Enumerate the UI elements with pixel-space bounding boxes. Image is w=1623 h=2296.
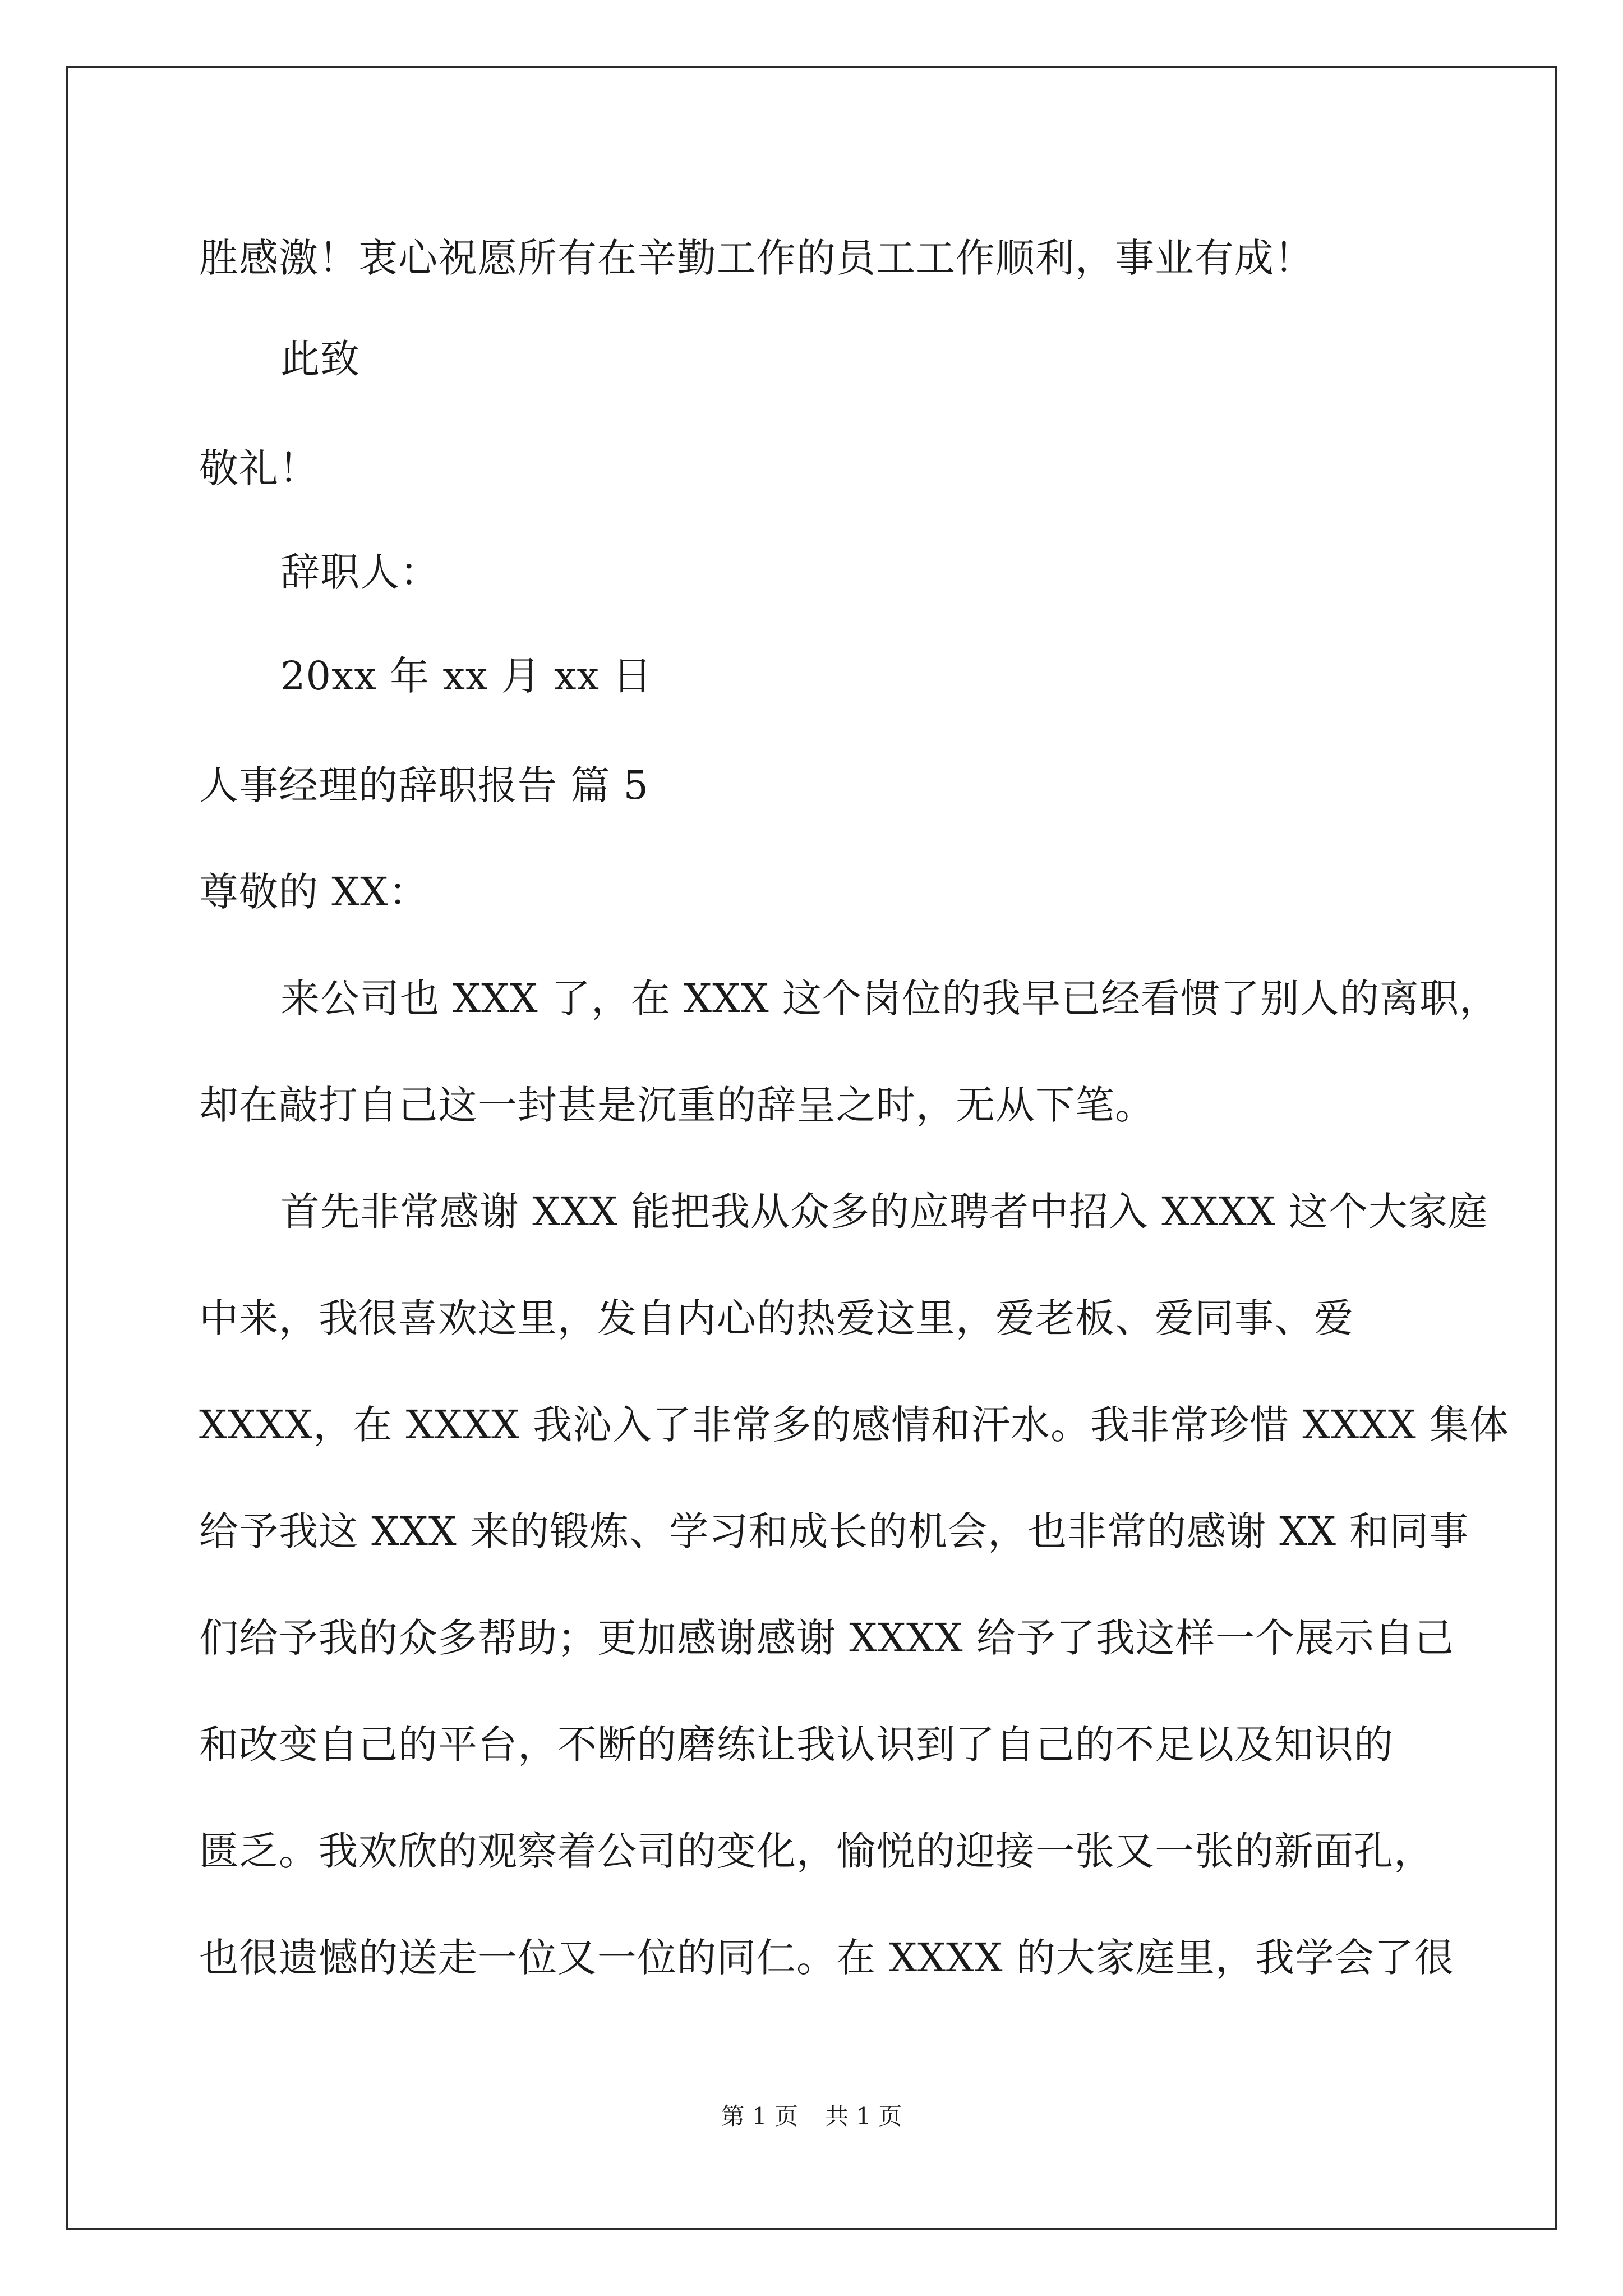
text-line: 匮乏。我欢欣的观察着公司的变化，愉悦的迎接一张又一张的新面孔， <box>199 1828 1433 1874</box>
text-line: 却在敲打自己这一封甚是沉重的辞呈之时，无从下笔。 <box>199 1082 1155 1128</box>
text-line: XXXX，在 XXXX 我沁入了非常多的感情和汗水。我非常珍惜 XXXX 集体 <box>199 1402 1510 1448</box>
page-number-current: 第 1 页 <box>721 2102 798 2130</box>
page-border <box>66 66 1557 2230</box>
page-number-total: 共 1 页 <box>825 2102 902 2130</box>
text-line: 们给予我的众多帮助；更加感谢感谢 XXXX 给予了我这样一个展示自己 <box>199 1615 1454 1661</box>
text-line: 也很遗憾的送走一位又一位的同仁。在 XXXX 的大家庭里，我学会了很 <box>199 1935 1454 1981</box>
text-line: 和改变自己的平台，不断的磨练让我认识到了自己的不足以及知识的 <box>199 1722 1394 1768</box>
section-heading: 人事经理的辞职报告 篇 5 <box>199 762 649 808</box>
text-line: 来公司也 XXX 了，在 XXX 这个岗位的我早已经看惯了别人的离职， <box>280 976 1500 1022</box>
salutation-regards: 敬礼！ <box>199 445 319 491</box>
text-line: 胜感激！衷心祝愿所有在辛勤工作的员工工作顺利，事业有成！ <box>199 235 1314 281</box>
signature-label: 辞职人： <box>280 549 440 595</box>
text-line: 中来，我很喜欢这里，发自内心的热爱这里，爱老板、爱同事、爱 <box>199 1295 1354 1341</box>
greeting: 尊敬的 XX： <box>199 869 428 915</box>
date-line: 20xx 年 xx 月 xx 日 <box>280 653 653 699</box>
page-footer <box>0 2101 1623 2132</box>
text-line: 给予我这 XXX 来的锻炼、学习和成长的机会，也非常的感谢 XX 和同事 <box>199 1508 1469 1554</box>
salutation-closing: 此致 <box>280 336 360 382</box>
text-line: 首先非常感谢 XXX 能把我从众多的应聘者中招入 XXXX 这个大家庭 <box>280 1189 1488 1235</box>
